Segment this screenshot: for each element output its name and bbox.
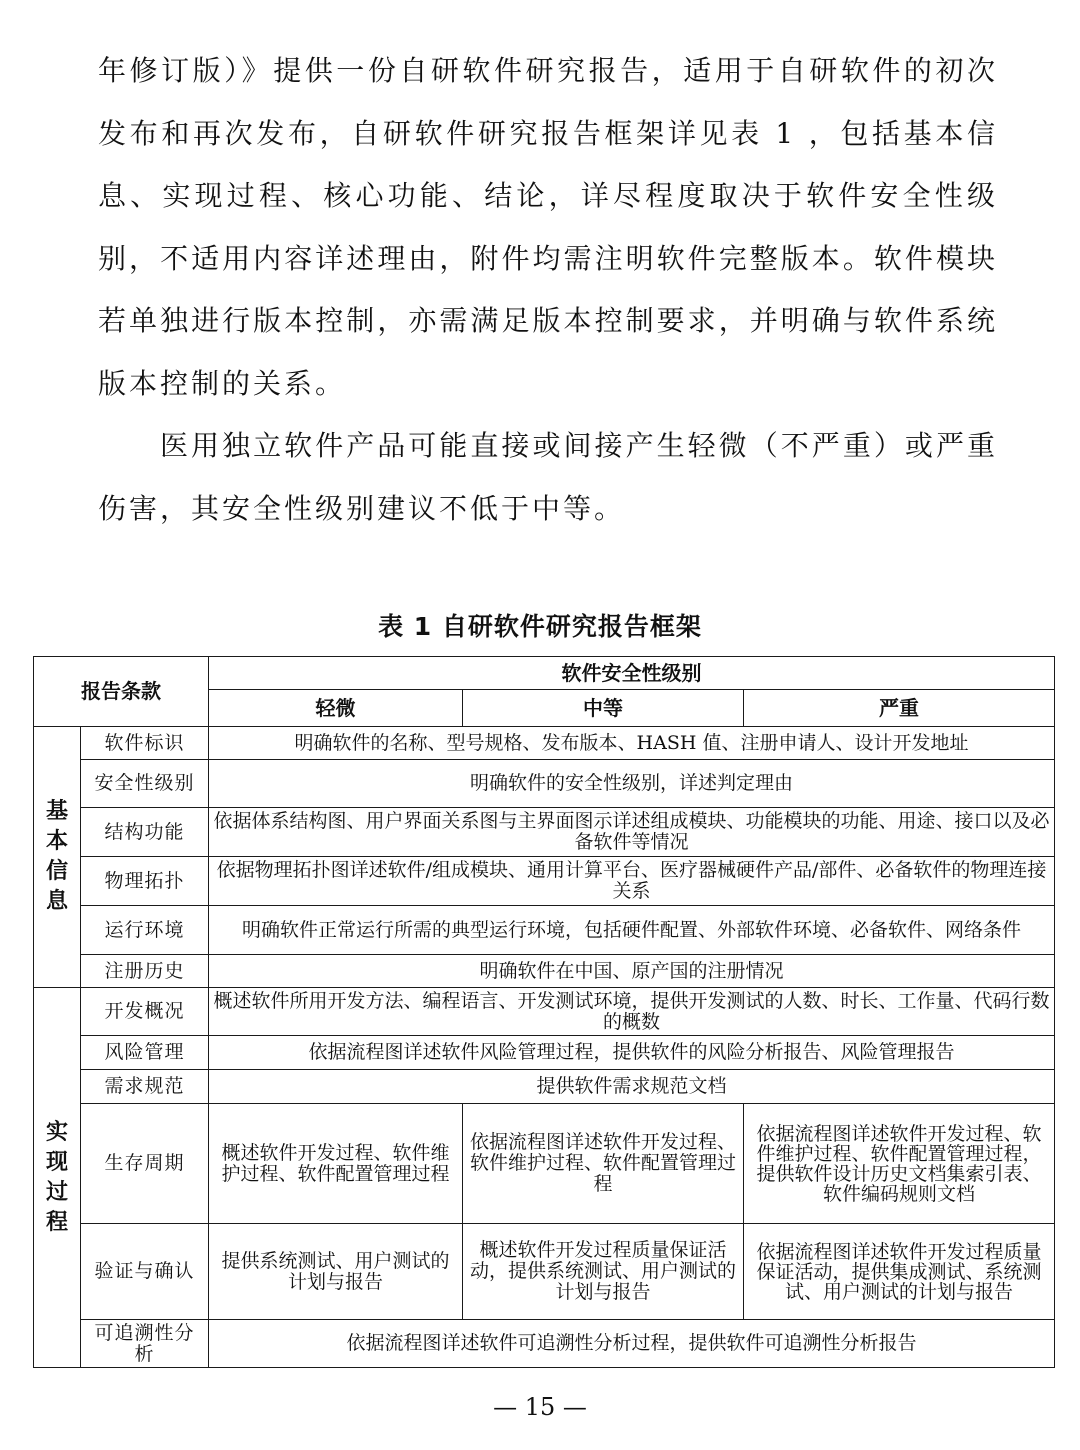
row-item: 安全性级别	[81, 760, 209, 808]
table-row	[34, 1224, 1055, 1320]
report-framework-table	[33, 656, 1055, 1368]
table-row	[34, 1070, 1055, 1104]
row-item: 注册历史	[81, 955, 209, 988]
paragraph-2: 医用独立软件产品可能直接或间接产生轻微（不严重）或严重伤害，其安全性级别建议不低于中等。	[98, 429, 998, 525]
header-clause: 报告条款	[34, 657, 209, 727]
table-row	[34, 988, 1055, 1036]
group-implementation: 实现过程	[34, 988, 81, 1368]
header-moderate: 中等	[463, 690, 744, 727]
cell-major: 依据流程图详述软件开发过程、软件维护过程、软件配置管理过程，提供软件设计历史文档集索引表、软件编码规则文档	[744, 1104, 1055, 1224]
row-content: 明确软件的名称、型号规格、发布版本、HASH 值、注册申请人、设计开发地址	[209, 727, 1055, 760]
cell-minor: 提供系统测试、用户测试的计划与报告	[209, 1224, 463, 1320]
cell-minor: 概述软件开发过程、软件维护过程、软件配置管理过程	[209, 1104, 463, 1224]
row-item: 运行环境	[81, 906, 209, 955]
row-content: 提供软件需求规范文档	[209, 1070, 1055, 1104]
table-row	[34, 808, 1055, 857]
row-content: 依据流程图详述软件风险管理过程，提供软件的风险分析报告、风险管理报告	[209, 1036, 1055, 1070]
header-minor: 轻微	[209, 690, 463, 727]
table-row	[34, 857, 1055, 906]
row-item: 开发概况	[81, 988, 209, 1036]
row-content: 明确软件的安全性级别，详述判定理由	[209, 760, 1055, 808]
row-content: 明确软件正常运行所需的典型运行环境，包括硬件配置、外部软件环境、必备软件、网络条件	[209, 906, 1055, 955]
group-basic-info: 基本信息	[34, 727, 81, 988]
page-number: — 15 —	[493, 1393, 587, 1421]
cell-moderate: 概述软件开发过程质量保证活动，提供系统测试、用户测试的计划与报告	[463, 1224, 744, 1320]
row-content: 概述软件所用开发方法、编程语言、开发测试环境，提供开发测试的人数、时长、工作量、代码行数的概数	[209, 988, 1055, 1036]
cell-major: 依据流程图详述软件开发过程质量保证活动，提供集成测试、系统测试、用户测试的计划与报告	[744, 1224, 1055, 1320]
table-row	[34, 955, 1055, 988]
table-row	[34, 906, 1055, 955]
cell-moderate: 依据流程图详述软件开发过程、软件维护过程、软件配置管理过程	[463, 1104, 744, 1224]
table-caption: 表 1 自研软件研究报告框架	[378, 612, 702, 641]
body-text	[98, 40, 998, 540]
row-item: 生存周期	[81, 1104, 209, 1224]
row-content: 依据流程图详述软件可追溯性分析过程，提供软件可追溯性分析报告	[209, 1320, 1055, 1368]
table-row	[34, 727, 1055, 760]
header-level-group: 软件安全性级别	[209, 657, 1055, 690]
table-row	[34, 1036, 1055, 1070]
paragraph-1: 年修订版）》提供一份自研软件研究报告，适用于自研软件的初次发布和再次发布，自研软件研究报告框架详见表 1 ，包括基本信息、实现过程、核心功能、结论，详尽程度取决于软件安全性级别，不适用内容详述理由，附件均需注明软件完整版本。软件模块若单独进行版本控制，亦需满足版本控制要求，并明确与软件系统版本控制的关系。	[98, 54, 998, 400]
header-major: 严重	[744, 690, 1055, 727]
table-row	[34, 760, 1055, 808]
row-item: 需求规范	[81, 1070, 209, 1104]
row-item: 物理拓扑	[81, 857, 209, 906]
row-item: 软件标识	[81, 727, 209, 760]
row-content: 明确软件在中国、原产国的注册情况	[209, 955, 1055, 988]
row-item: 结构功能	[81, 808, 209, 857]
table-row	[34, 1104, 1055, 1224]
row-item: 验证与确认	[81, 1224, 209, 1320]
row-item: 风险管理	[81, 1036, 209, 1070]
row-item: 可追溯性分析	[81, 1320, 209, 1368]
row-content: 依据物理拓扑图详述软件/组成模块、通用计算平台、医疗器械硬件产品/部件、必备软件的物理连接关系	[209, 857, 1055, 906]
row-content: 依据体系结构图、用户界面关系图与主界面图示详述组成模块、功能模块的功能、用途、接口以及必备软件等情况	[209, 808, 1055, 857]
table-row	[34, 1320, 1055, 1368]
